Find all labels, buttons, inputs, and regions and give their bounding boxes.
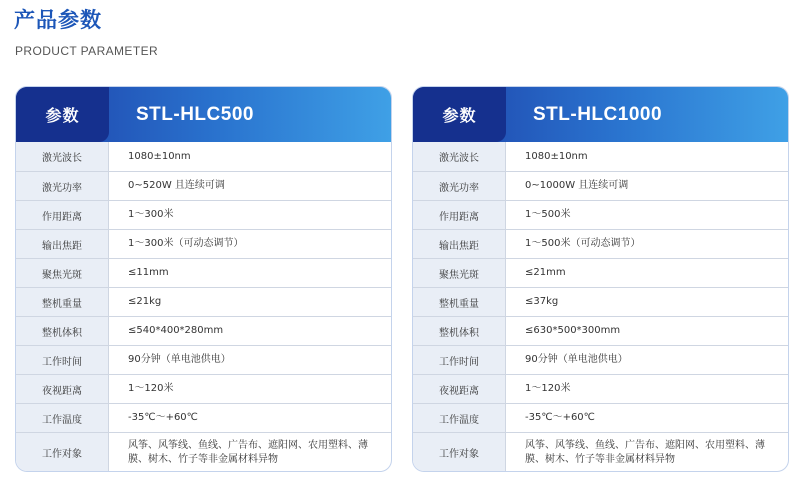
param-name: 夜视距离 [16, 375, 109, 403]
table-row [413, 374, 788, 403]
param-value: 1～300米 [128, 209, 174, 220]
param-value: 0~520W 且连续可调 [128, 180, 225, 191]
param-name: 聚焦光斑 [16, 259, 109, 287]
table-body [16, 142, 391, 472]
param-name: 输出焦距 [16, 230, 109, 258]
param-name: 激光波长 [16, 142, 109, 171]
table-row [16, 345, 391, 374]
param-name: 夜视距离 [413, 375, 506, 403]
param-name: 整机重量 [16, 288, 109, 316]
table-row [16, 171, 391, 200]
table-row [16, 403, 391, 432]
table-row [413, 316, 788, 345]
table-row [16, 374, 391, 403]
param-name: 工作时间 [16, 346, 109, 374]
table-row [413, 345, 788, 374]
table-row [16, 287, 391, 316]
table-row [413, 432, 788, 472]
param-name: 整机重量 [413, 288, 506, 316]
spec-table-hlc1000 [412, 86, 789, 472]
table-row [16, 142, 391, 171]
param-value: 1～500米（可动态调节） [525, 238, 641, 249]
param-value: 0~1000W 且连续可调 [525, 180, 629, 191]
table-row [413, 200, 788, 229]
param-value: 1～120米 [525, 383, 571, 394]
param-value: ≤540*400*280mm [128, 325, 224, 336]
table-header [16, 87, 391, 142]
page-title: 产品参数 [14, 8, 102, 32]
table-model-name: STL-HLC500 [136, 103, 254, 125]
table-row [16, 200, 391, 229]
table-body [413, 142, 788, 472]
table-row [413, 229, 788, 258]
param-value: 1～500米 [525, 209, 571, 220]
table-row [413, 403, 788, 432]
table-row [413, 142, 788, 171]
table-row [413, 258, 788, 287]
param-name: 激光功率 [413, 172, 506, 200]
param-name: 输出焦距 [413, 230, 506, 258]
param-name: 激光功率 [16, 172, 109, 200]
param-value: 1080±10nm [525, 150, 588, 162]
table-header [413, 87, 788, 142]
param-value: ≤11mm [128, 267, 169, 278]
param-value: 1～300米（可动态调节） [128, 238, 244, 249]
param-name: 工作温度 [413, 404, 506, 432]
param-name: 工作对象 [16, 433, 109, 472]
param-value: ≤21kg [128, 296, 162, 307]
param-value: 90分钟（单电池供电） [525, 354, 628, 365]
page-subtitle: PRODUCT PARAMETER [15, 44, 159, 58]
param-value: 风筝、风筝线、鱼线、广告布、遮阳网、农用塑料、薄膜、树木、竹子等非金属材料异物 [525, 439, 765, 465]
param-value: 风筝、风筝线、鱼线、广告布、遮阳网、农用塑料、薄膜、树木、竹子等非金属材料异物 [128, 439, 368, 465]
param-value: ≤21mm [525, 267, 566, 278]
param-value: ≤630*500*300mm [525, 325, 621, 336]
param-name: 激光波长 [413, 142, 506, 171]
param-value: 1～120米 [128, 383, 174, 394]
param-name: 工作时间 [413, 346, 506, 374]
param-name: 整机体积 [16, 317, 109, 345]
param-name: 作用距离 [413, 201, 506, 229]
table-row [16, 316, 391, 345]
table-row [413, 287, 788, 316]
param-name: 作用距离 [16, 201, 109, 229]
table-model-name: STL-HLC1000 [533, 103, 663, 125]
param-value: -35℃～+60℃ [128, 412, 198, 423]
param-name: 整机体积 [413, 317, 506, 345]
table-header-label: 参数 [413, 87, 506, 142]
param-name: 工作温度 [16, 404, 109, 432]
table-row [16, 432, 391, 472]
spec-table-hlc500 [15, 86, 392, 472]
param-name: 聚焦光斑 [413, 259, 506, 287]
table-row [413, 171, 788, 200]
param-value: 90分钟（单电池供电） [128, 354, 231, 365]
param-value: ≤37kg [525, 296, 559, 307]
param-value: -35℃～+60℃ [525, 412, 595, 423]
table-row [16, 258, 391, 287]
table-row [16, 229, 391, 258]
table-header-label: 参数 [16, 87, 109, 142]
param-value: 1080±10nm [128, 150, 191, 162]
param-name: 工作对象 [413, 433, 506, 472]
